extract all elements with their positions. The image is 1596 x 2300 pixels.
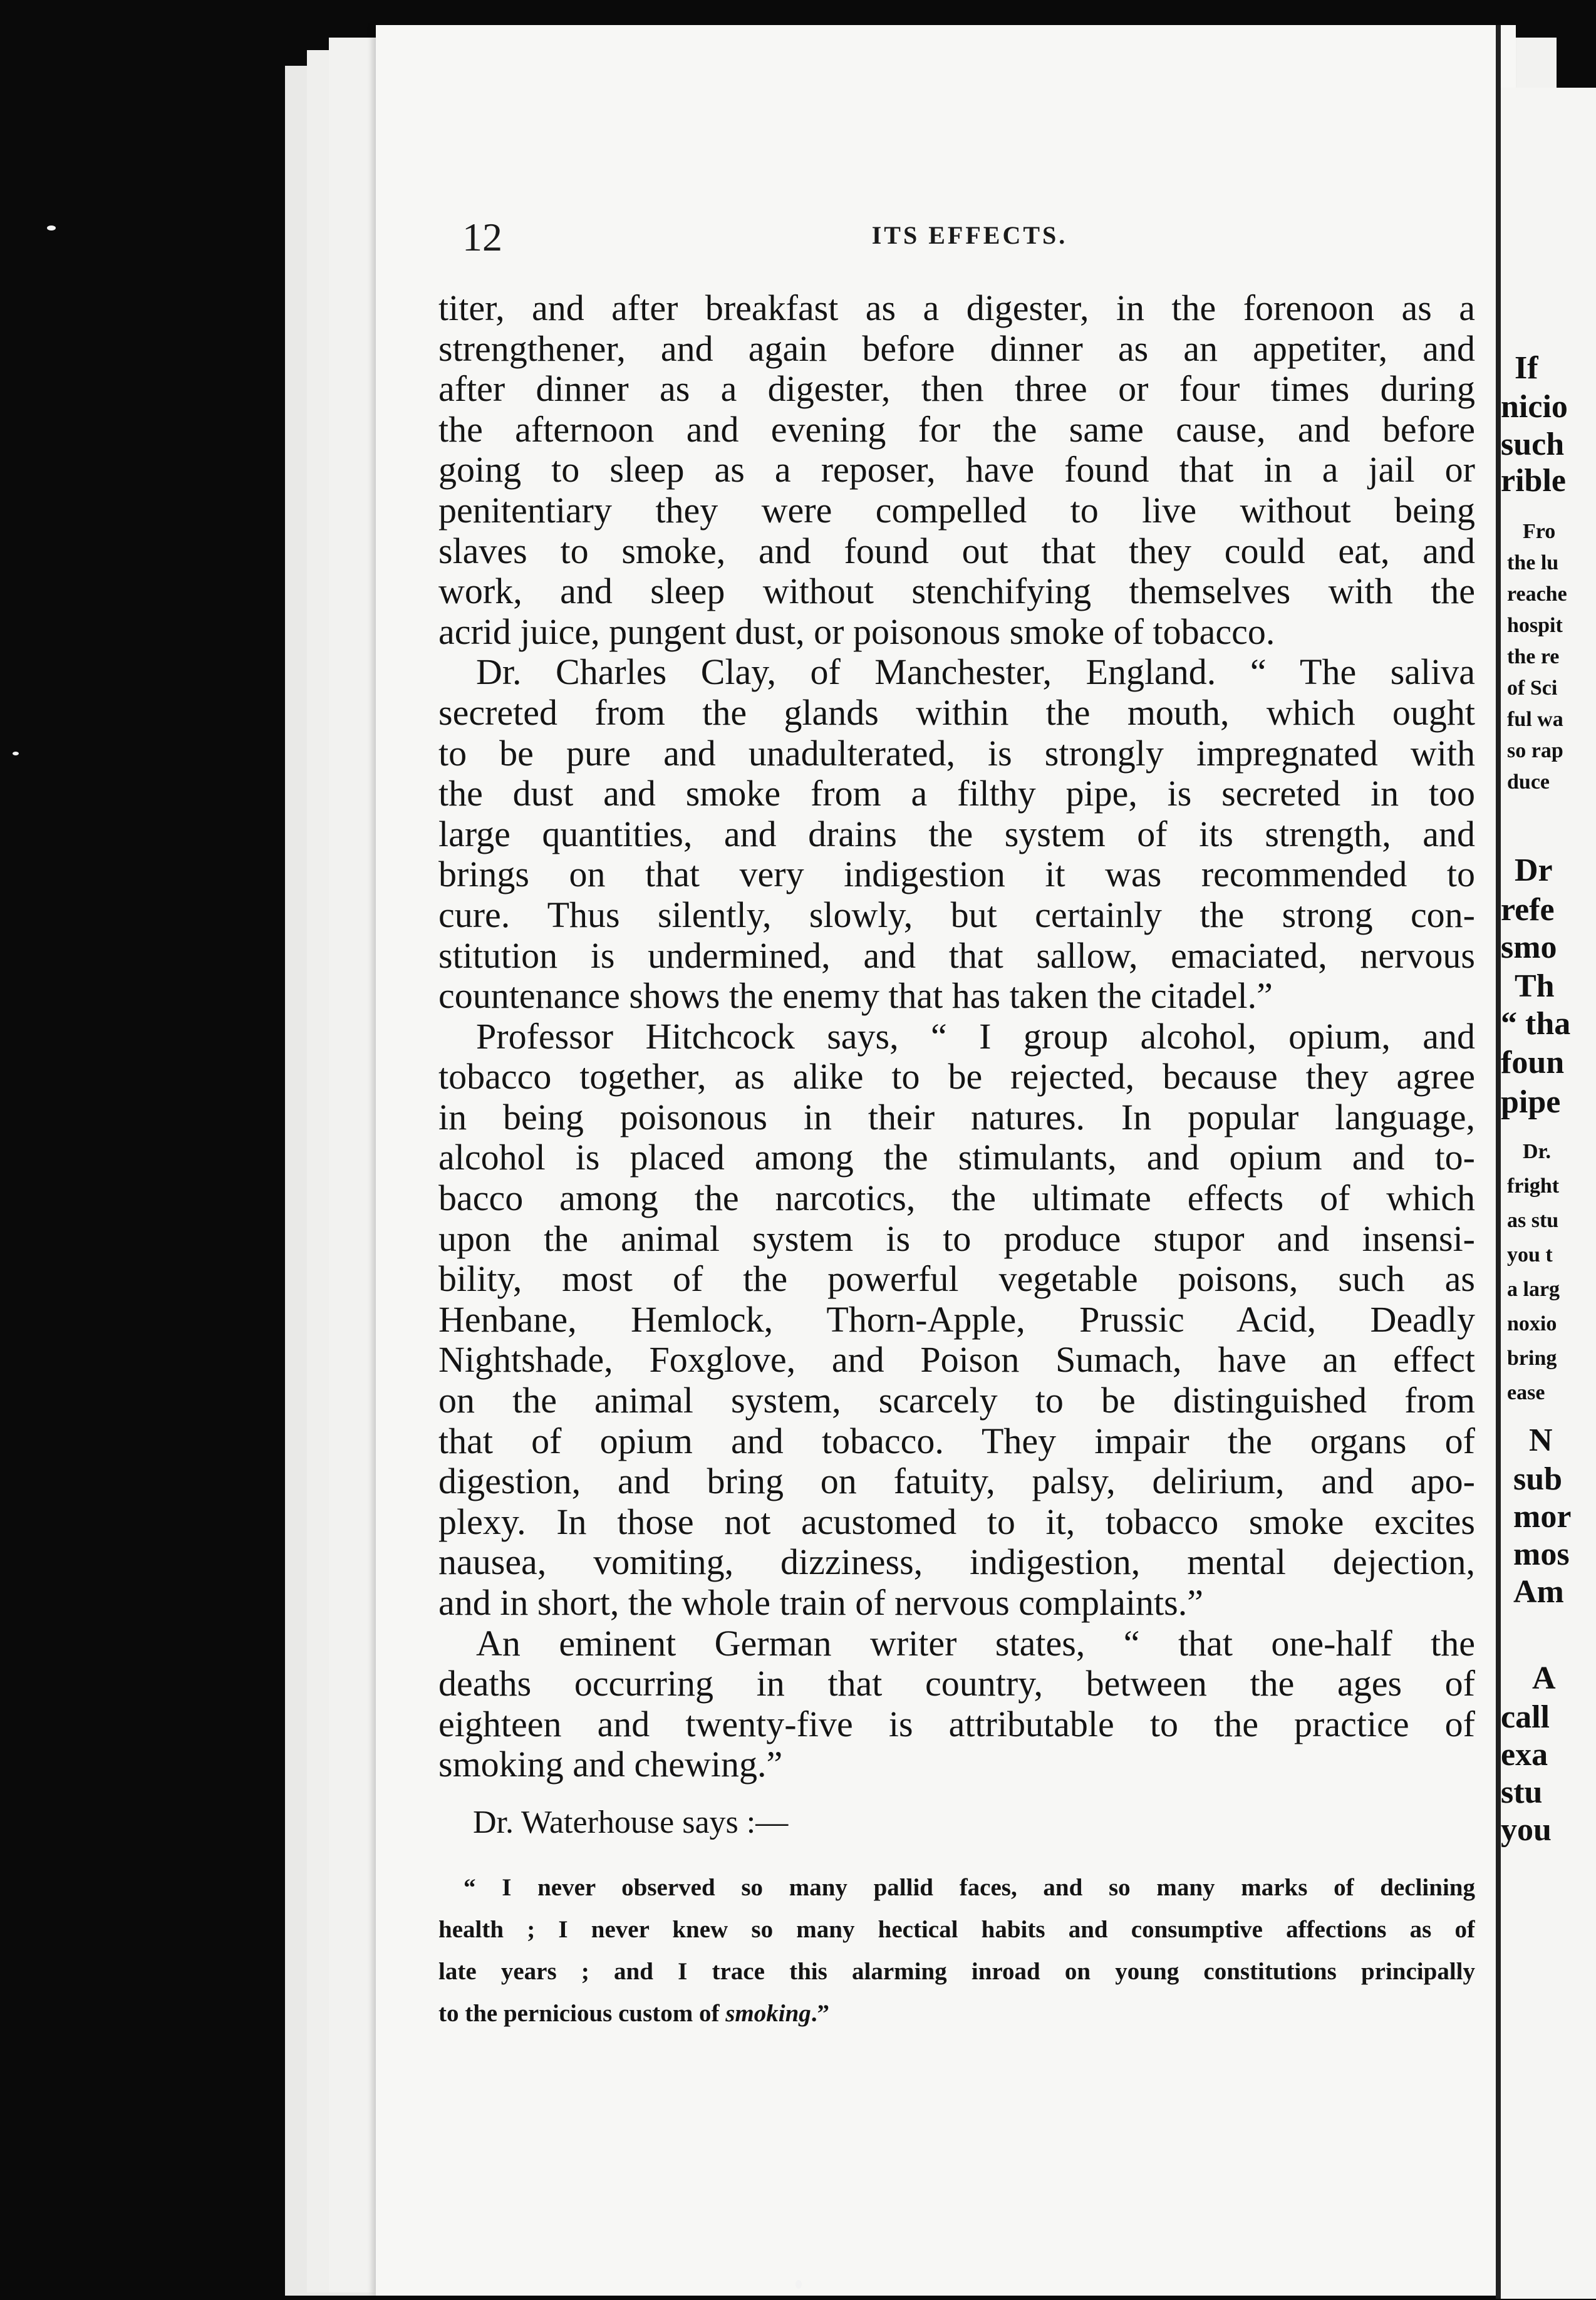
body-text bbox=[438, 288, 1475, 2034]
text-line: plexy. In those not acustomed to it, tobacco smoke excites bbox=[438, 1501, 1475, 1542]
text-line: acrid juice, pungent dust, or poisonous smoke of tobacco. bbox=[438, 611, 1275, 652]
text-line: cure. Thus silently, slowly, but certainly the strong con- bbox=[438, 894, 1475, 935]
text-line: brings on that very indigestion it was recommended to bbox=[438, 854, 1475, 895]
page-gutter bbox=[1496, 25, 1501, 2299]
fragment-text: reache bbox=[1507, 583, 1567, 606]
fragment-text: N bbox=[1529, 1422, 1553, 1458]
quote-line: health ; I never knew so many hectical habits and consumptive affections as of bbox=[438, 1915, 1475, 1943]
running-title: ITS EFFECTS. bbox=[871, 221, 1068, 249]
fragment-text: you bbox=[1501, 1812, 1552, 1848]
text-line: on the animal system, scarcely to be distinguished from bbox=[438, 1381, 1475, 1421]
paragraph bbox=[438, 1017, 1475, 1624]
fragment-text: noxio bbox=[1507, 1312, 1557, 1335]
text-line: the afternoon and evening for the same cause, and before bbox=[438, 409, 1475, 450]
quote-text: .” bbox=[811, 1999, 830, 2027]
fragment-text: mos bbox=[1513, 1536, 1570, 1572]
text-line: upon the animal system is to produce stupor and insensi- bbox=[438, 1218, 1475, 1259]
text-line: penitentiary they were compelled to live without being bbox=[438, 490, 1475, 531]
fragment-text: smo bbox=[1501, 930, 1557, 965]
fragment-text: If bbox=[1515, 350, 1538, 386]
quote-line bbox=[438, 1992, 1475, 2034]
text-line: Henbane, Hemlock, Thorn-Apple, Prussic Acid, Deadly bbox=[438, 1299, 1475, 1340]
fragment-text: duce bbox=[1507, 770, 1550, 794]
fragment-text: the re bbox=[1507, 645, 1560, 668]
text-line: alcohol is placed among the stimulants, and opium and to- bbox=[438, 1137, 1475, 1178]
fragment-text: nicio bbox=[1501, 389, 1568, 425]
fragment-text: stu bbox=[1501, 1774, 1543, 1810]
text-line: digestion, and bring on fatuity, palsy, delirium, and apo- bbox=[438, 1461, 1475, 1502]
paragraph bbox=[438, 288, 1475, 652]
fragment-text: ful wa bbox=[1507, 708, 1563, 731]
quote-line: late years ; and I trace this alarming inroad on young constitutions principally bbox=[438, 1957, 1475, 1985]
fragment-text: of Sci bbox=[1507, 676, 1558, 700]
text-line: smoking and chewing.” bbox=[438, 1744, 783, 1785]
text-line: An eminent German writer states, “ that one-half the bbox=[476, 1623, 1475, 1664]
text-line: that of opium and tobacco. They impair the organs of bbox=[438, 1421, 1475, 1461]
fragment-text: fright bbox=[1507, 1174, 1560, 1198]
text-line: large quantities, and drains the system of its strength, and bbox=[438, 814, 1475, 854]
fragment-text: call bbox=[1501, 1699, 1550, 1735]
fragment-text: rible bbox=[1501, 463, 1566, 499]
page-number: 12 bbox=[462, 215, 502, 259]
quote-emphasis: smoking bbox=[725, 1999, 811, 2027]
text-line: Professor Hitchcock says, “ I group alcohol, opium, and bbox=[476, 1016, 1475, 1057]
text-line: the dust and smoke from a filthy pipe, is secreted in too bbox=[438, 774, 1475, 814]
text-line: work, and sleep without stenchifying themselves with the bbox=[438, 571, 1475, 612]
text-line: slaves to smoke, and found out that they could eat, and bbox=[438, 531, 1475, 571]
block-quote bbox=[438, 1867, 1475, 2034]
fragment-text: exa bbox=[1501, 1737, 1548, 1773]
running-head bbox=[462, 214, 1477, 258]
fragment-text: the lu bbox=[1507, 551, 1559, 574]
fragment-text: as stu bbox=[1507, 1209, 1559, 1232]
paragraph bbox=[438, 652, 1475, 1016]
text-line: eighteen and twenty-five is attributable to the practice of bbox=[438, 1704, 1475, 1744]
text-line: Dr. Charles Clay, of Manchester, England. “ The saliva bbox=[476, 652, 1475, 693]
quote-text: to the pernicious custom of bbox=[438, 1999, 726, 2027]
quote-attribution: Dr. Waterhouse says :— bbox=[473, 1804, 789, 1840]
fragment-text: sub bbox=[1513, 1461, 1563, 1497]
text-line: secreted from the glands within the mouth, which ought bbox=[438, 692, 1475, 733]
text-line: to be pure and unadulterated, is strongly impregnated with bbox=[438, 733, 1475, 774]
text-line: Nightshade, Foxglove, and Poison Sumach, have an effect bbox=[438, 1340, 1475, 1381]
fragment-text: refe bbox=[1501, 892, 1555, 928]
fragment-text: ease bbox=[1507, 1381, 1545, 1404]
adjacent-page-fragment bbox=[1501, 88, 1596, 2299]
fragment-text: mor bbox=[1513, 1499, 1572, 1535]
text-line: and in short, the whole train of nervous complaints.” bbox=[438, 1583, 1203, 1623]
text-line: countenance shows the enemy that has taken the citadel.” bbox=[438, 976, 1273, 1017]
text-line: bacco among the narcotics, the ultimate effects of which bbox=[438, 1178, 1475, 1219]
scan-speck bbox=[13, 752, 19, 755]
text-line: tobacco together, as alike to be rejected, because they agree bbox=[438, 1057, 1475, 1097]
fragment-text: hospit bbox=[1507, 614, 1563, 637]
text-line: after dinner as a digester, then three or four times during bbox=[438, 369, 1475, 410]
text-line: nausea, vomiting, dizziness, indigestion, mental dejection, bbox=[438, 1542, 1475, 1583]
fragment-text: so rap bbox=[1507, 739, 1563, 762]
fragment-text: you t bbox=[1507, 1243, 1553, 1267]
fragment-text: Fro bbox=[1523, 520, 1556, 543]
scan-speck bbox=[47, 225, 56, 231]
fragment-text: Dr. bbox=[1523, 1140, 1552, 1163]
text-line: deaths occurring in that country, between the ages of bbox=[438, 1664, 1475, 1704]
fragment-text: “ tha bbox=[1501, 1006, 1571, 1042]
scan-speck bbox=[795, 2280, 802, 2289]
fragment-text: Th bbox=[1515, 968, 1555, 1004]
text-line: titer, and after breakfast as a digester, in the forenoon as a bbox=[438, 288, 1475, 328]
fragment-text: such bbox=[1501, 427, 1565, 462]
text-line: stitution is undermined, and that sallow, emaciated, nervous bbox=[438, 935, 1475, 976]
paragraph bbox=[438, 1624, 1475, 1785]
fragment-text: foun bbox=[1501, 1045, 1565, 1080]
fragment-text: pipe bbox=[1501, 1084, 1561, 1120]
fragment-text: Dr bbox=[1515, 852, 1553, 888]
fragment-text: bring bbox=[1507, 1347, 1557, 1370]
text-line: going to sleep as a reposer, have found that in a jail or bbox=[438, 450, 1475, 490]
text-line: in being poisonous in their natures. In popular language, bbox=[438, 1097, 1475, 1137]
fragment-text: a larg bbox=[1507, 1278, 1560, 1301]
text-line: bility, most of the powerful vegetable poisons, such as bbox=[438, 1259, 1475, 1300]
fragment-text: Am bbox=[1513, 1574, 1564, 1610]
quote-line: “ I never observed so many pallid faces, and so many marks of declining bbox=[464, 1873, 1475, 1901]
fragment-text: A bbox=[1532, 1660, 1556, 1696]
text-line: strengthener, and again before dinner as an appetiter, and bbox=[438, 328, 1475, 369]
